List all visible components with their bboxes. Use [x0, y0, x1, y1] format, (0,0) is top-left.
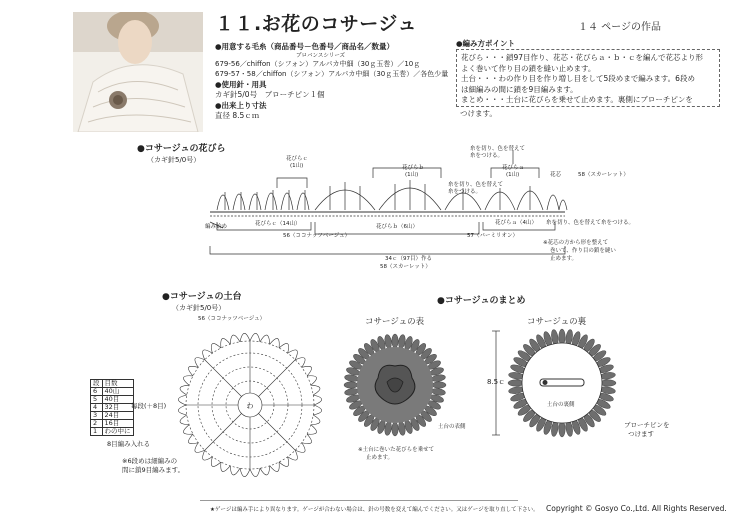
color-57-label: 57（バーミリオン） — [467, 233, 518, 239]
front-view-title: コサージュの表 — [365, 317, 425, 327]
base-needle: （カギ針5/0号） — [172, 304, 226, 312]
points-line: よく巻いて作り目の鎖を縫い止めます。 — [461, 63, 596, 73]
base-center-label: わ — [246, 402, 254, 410]
petal-b-label: 花びらｂ — [402, 165, 425, 171]
petal-c-label: 花びらｃ — [286, 156, 309, 162]
petal-a-span: 花びらａ（4山） — [495, 220, 537, 226]
front-note: 止めます。 — [366, 455, 394, 461]
base-chart-diagram — [165, 320, 335, 490]
petal-c-span: 花びらｃ（14山） — [255, 221, 301, 227]
gauge-note: ★ゲージは編み手により異なります。ゲージが合わない場合は、針の号数を変えて編んでください。又はゲージを取り直して下さい。 — [210, 507, 539, 513]
petal-b-count: (1山) — [405, 172, 419, 178]
table-row: 5 40目 — [91, 396, 134, 404]
dimension-label: 8.5ｃ — [487, 378, 506, 386]
copyright-notice: Copyright © Gosyo Co.,Ltd. All Rights Reserved. — [546, 504, 727, 513]
tools-text: カギ針5/0号 ブローチピン１個 — [215, 90, 325, 99]
table-row: 1 わの中に — [91, 428, 134, 436]
table-row: 4 32目 — [91, 404, 134, 412]
front-note: ※土台に巻いた花びらを乗せて — [358, 447, 435, 453]
points-line: 花びら・・・鎖97目作り、花芯・花びらａ・ｂ・ｃを編んで花芯より形 — [461, 53, 704, 62]
petal-b-span: 花びらｂ（6山） — [376, 224, 418, 230]
footer-divider — [200, 500, 518, 501]
petal-a-label: 花びらａ — [502, 165, 525, 171]
table-row: 6 40山 — [91, 388, 134, 396]
table-header-count: 目数 — [102, 380, 133, 388]
core-label: 花芯 — [550, 172, 562, 178]
chain-color: 58（スカーレット） — [380, 264, 431, 270]
page-reference: １４ ページの作品 — [578, 22, 661, 33]
pin-note: ブローチピンを — [624, 421, 670, 429]
points-box — [456, 49, 720, 107]
points-heading: ●編み方ポイント — [456, 39, 516, 48]
points-line: 土台・・・わの作り目を作り増し目をして5段めまで編みます。6段め — [461, 74, 695, 84]
chain-count: 34ｃ（97目）作る — [385, 256, 432, 262]
tools-heading: ●使用針・用具 — [215, 80, 267, 89]
materials-heading: ●用意する毛糸（商品番号－色番号／商品名／数量） — [215, 42, 395, 51]
petal-needle: （カギ針5/0号） — [147, 156, 201, 164]
color-change-note: 糸を切り、色を替えて — [448, 182, 504, 188]
row-count-table — [90, 379, 134, 436]
color-change-note: 糸をつける。 — [470, 153, 504, 159]
petal-a-count: (1山) — [506, 172, 520, 178]
front-flower-illustration — [340, 330, 450, 440]
back-view-title: コサージュの裏 — [527, 317, 587, 327]
color-change-note: 糸を切り、色を替えて — [470, 146, 526, 152]
materials-line-1: 679-56／chiffon（シフォン）アルパカ中細（30ｇ玉巻）／10ｇ — [215, 60, 421, 68]
chain-start-label: 編み始め — [205, 224, 228, 230]
product-photo — [73, 12, 203, 132]
core-note: 巻いて、作り目の鎖を縫い — [550, 248, 616, 254]
base-section-heading: ●コサージュの土台 — [162, 292, 242, 302]
pin-note: つけます — [628, 430, 654, 438]
points-line: まとめ・・・土台に花びらを乗せて止めます。裏側にブローチピンを — [461, 95, 693, 105]
model-photo-illustration — [73, 12, 203, 132]
core-note: 止めます。 — [550, 256, 578, 262]
base-note: ※6段めは細編みの — [122, 457, 178, 465]
back-base-label: 土台の裏側 — [547, 402, 575, 408]
table-row: 2 16目 — [91, 420, 134, 428]
increase-note: 毎段(＋8目) — [131, 402, 167, 410]
materials-line-2: 679-57・58／chiffon（シフォン）アルパカ中細（30ｇ玉巻）／各色少量 — [215, 70, 449, 78]
page-title: １１.お花のコサージュ — [215, 13, 417, 35]
petal-c-count: (1山) — [290, 163, 304, 169]
size-heading: ●出来上り寸法 — [215, 101, 267, 110]
core-color: 58（スカーレット） — [578, 172, 629, 178]
color-56-label: 56（ココナッツベージュ） — [283, 233, 351, 239]
color-change-note-right: 糸を切り、色を替えて糸をつける。 — [546, 220, 635, 226]
core-note: ※花芯の方から形を整えて — [543, 240, 609, 246]
assembly-heading: ●コサージュのまとめ — [437, 296, 526, 306]
back-flower-illustration — [490, 325, 625, 445]
points-line: は細編みの間に鎖を9目編みます。 — [461, 84, 578, 94]
base-color: 56（ココナッツベージュ） — [198, 316, 266, 322]
color-change-note: 糸をつける。 — [448, 189, 482, 195]
table-last-row: 8目編み入れる — [107, 440, 151, 448]
points-line: つけます。 — [460, 109, 497, 118]
front-base-label: 土台の表側 — [438, 424, 466, 430]
base-note: 間に鎖9目編みます。 — [122, 466, 185, 474]
petal-section-heading: ●コサージュの花びら — [137, 144, 226, 154]
table-header-row: 段 — [91, 380, 103, 388]
size-text: 直径 8.5ｃｍ — [215, 111, 260, 120]
table-row: 3 24目 — [91, 412, 134, 420]
materials-series: プロバンスシリーズ — [296, 53, 346, 59]
